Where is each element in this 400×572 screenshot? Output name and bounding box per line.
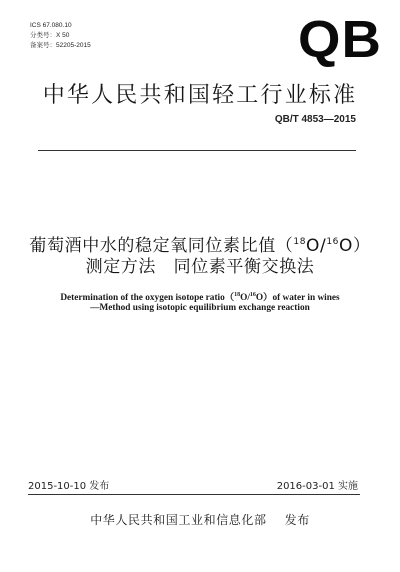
classification-code: 分类号：X 50 xyxy=(30,32,70,39)
zh-title-line2: 测定方法 同位素平衡交换法 xyxy=(85,257,315,277)
en-isotope-18: 18 xyxy=(234,292,241,298)
issuer-action: 发布 xyxy=(284,513,310,527)
top-divider xyxy=(38,150,356,151)
zh-isotope-o-close: O） xyxy=(339,236,371,256)
ics-code: ICS 67.080.10 xyxy=(30,22,72,29)
en-title-line2: —Method using isotopic equilibrium exchange reaction xyxy=(90,303,310,313)
en-isotope-16: 16 xyxy=(249,292,256,298)
standard-code: QB/T 4853—2015 xyxy=(274,114,356,125)
qb-logo: QB xyxy=(298,11,382,69)
zh-isotope-o: O/ xyxy=(306,236,327,256)
zh-title-text: 葡萄酒中水的稳定氧同位素比值（ xyxy=(29,236,294,256)
publish-date: 2015-10-10 发布 xyxy=(28,481,110,492)
zh-isotope-18: 18 xyxy=(293,237,307,247)
zh-isotope-16: 16 xyxy=(326,237,340,247)
record-number: 备案号：52205-2015 xyxy=(30,42,91,49)
implement-date: 2016-03-01 实施 xyxy=(276,481,358,492)
en-isotope-o-close: O）of water in wines xyxy=(255,293,340,303)
bottom-divider xyxy=(28,494,360,495)
issuer-line xyxy=(0,511,400,528)
standard-title: 中华人民共和国轻工行业标准 xyxy=(42,83,358,108)
issuer-name: 中华人民共和国工业和信息化部 xyxy=(90,513,267,527)
en-isotope-o: O/ xyxy=(240,293,250,303)
en-title-line1 xyxy=(0,289,400,303)
en-title-text: Determination of the oxygen isotope ratio（ xyxy=(60,293,235,303)
